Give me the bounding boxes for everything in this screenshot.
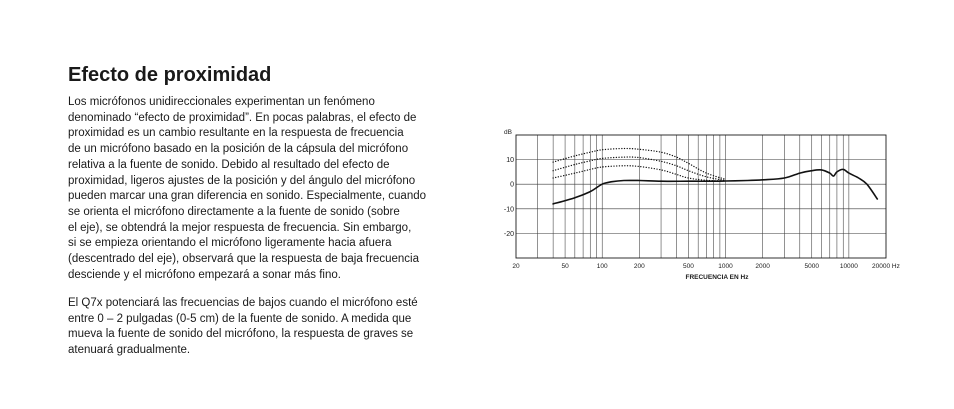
text-line: denominado “efecto de proximidad”. En pocas palabras, el efecto de — [68, 111, 417, 124]
x-tick-label: 500 — [682, 263, 694, 270]
text-line: desciende y el micrófono empezará a sonar más fino. — [68, 268, 341, 281]
text-line: El Q7x potenciará las frecuencias de bajos cuando el micrófono esté — [68, 297, 418, 309]
text-line: el eje), se obtendrá la mejor respuesta de frecuencia. Sin embargo, — [68, 221, 412, 234]
series-line-response — [553, 169, 877, 204]
frequency-response-chart — [500, 124, 920, 289]
text-line: proximidad es un cambio resultante en la respuesta de frecuencia — [68, 127, 404, 140]
y-tick-label: -20 — [503, 230, 514, 238]
x-tick-label: 50 — [561, 263, 569, 270]
text-line: mueva la fuente de sonido del micrófono, la respuesta de graves se — [68, 328, 414, 341]
text-line: se orienta el micrófono directamente a la fuente de sonido (sobre — [68, 205, 400, 218]
x-tick-label: 10000 — [839, 263, 858, 270]
x-tick-label: 1000 — [718, 263, 733, 270]
text-line: proximidad, ligeros ajustes de la posición y del ángulo del micrófono — [68, 174, 416, 187]
text-line: (descentrado del eje), observará que la respuesta de baja frecuencia — [68, 253, 419, 266]
x-tick-label: 20 — [512, 263, 520, 270]
text-line: si se empieza orientando el micrófono ligeramente hacia afuera — [68, 237, 392, 250]
plot-frame — [516, 135, 886, 258]
text-line: pueden marcar una gran diferencia en sonido. Especialmente, cuando — [68, 190, 427, 203]
section-title: Efecto de proximidad — [68, 64, 272, 86]
x-tick-label: 20000 Hz — [872, 263, 900, 270]
y-axis-label: dB — [504, 129, 512, 136]
paragraph-q7x-bass — [68, 296, 488, 359]
x-axis-label: FRECUENCIA EN Hz — [685, 274, 749, 281]
x-tick-label: 200 — [633, 263, 645, 270]
x-tick-label: 100 — [596, 263, 608, 270]
x-tick-label: 5000 — [804, 263, 819, 270]
text-line: Los micrófonos unidireccionales experimentan un fenómeno — [68, 96, 375, 108]
x-tick-label: 2000 — [755, 263, 770, 270]
y-tick-label: 0 — [510, 181, 514, 189]
paragraph-proximity-effect — [68, 95, 488, 283]
text-line: de un micrófono basado en la posición de la cápsula del micrófono — [68, 143, 409, 156]
y-tick-label: 10 — [506, 157, 514, 165]
y-tick-label: -10 — [503, 206, 514, 214]
text-line: entre 0 – 2 pulgadas (0-5 cm) de la fuente de sonido. A medida que — [68, 312, 412, 325]
text-line: relativa a la fuente de sonido. Debido al resultado del efecto de — [68, 158, 390, 171]
text-line: atenuará gradualmente. — [68, 344, 191, 357]
